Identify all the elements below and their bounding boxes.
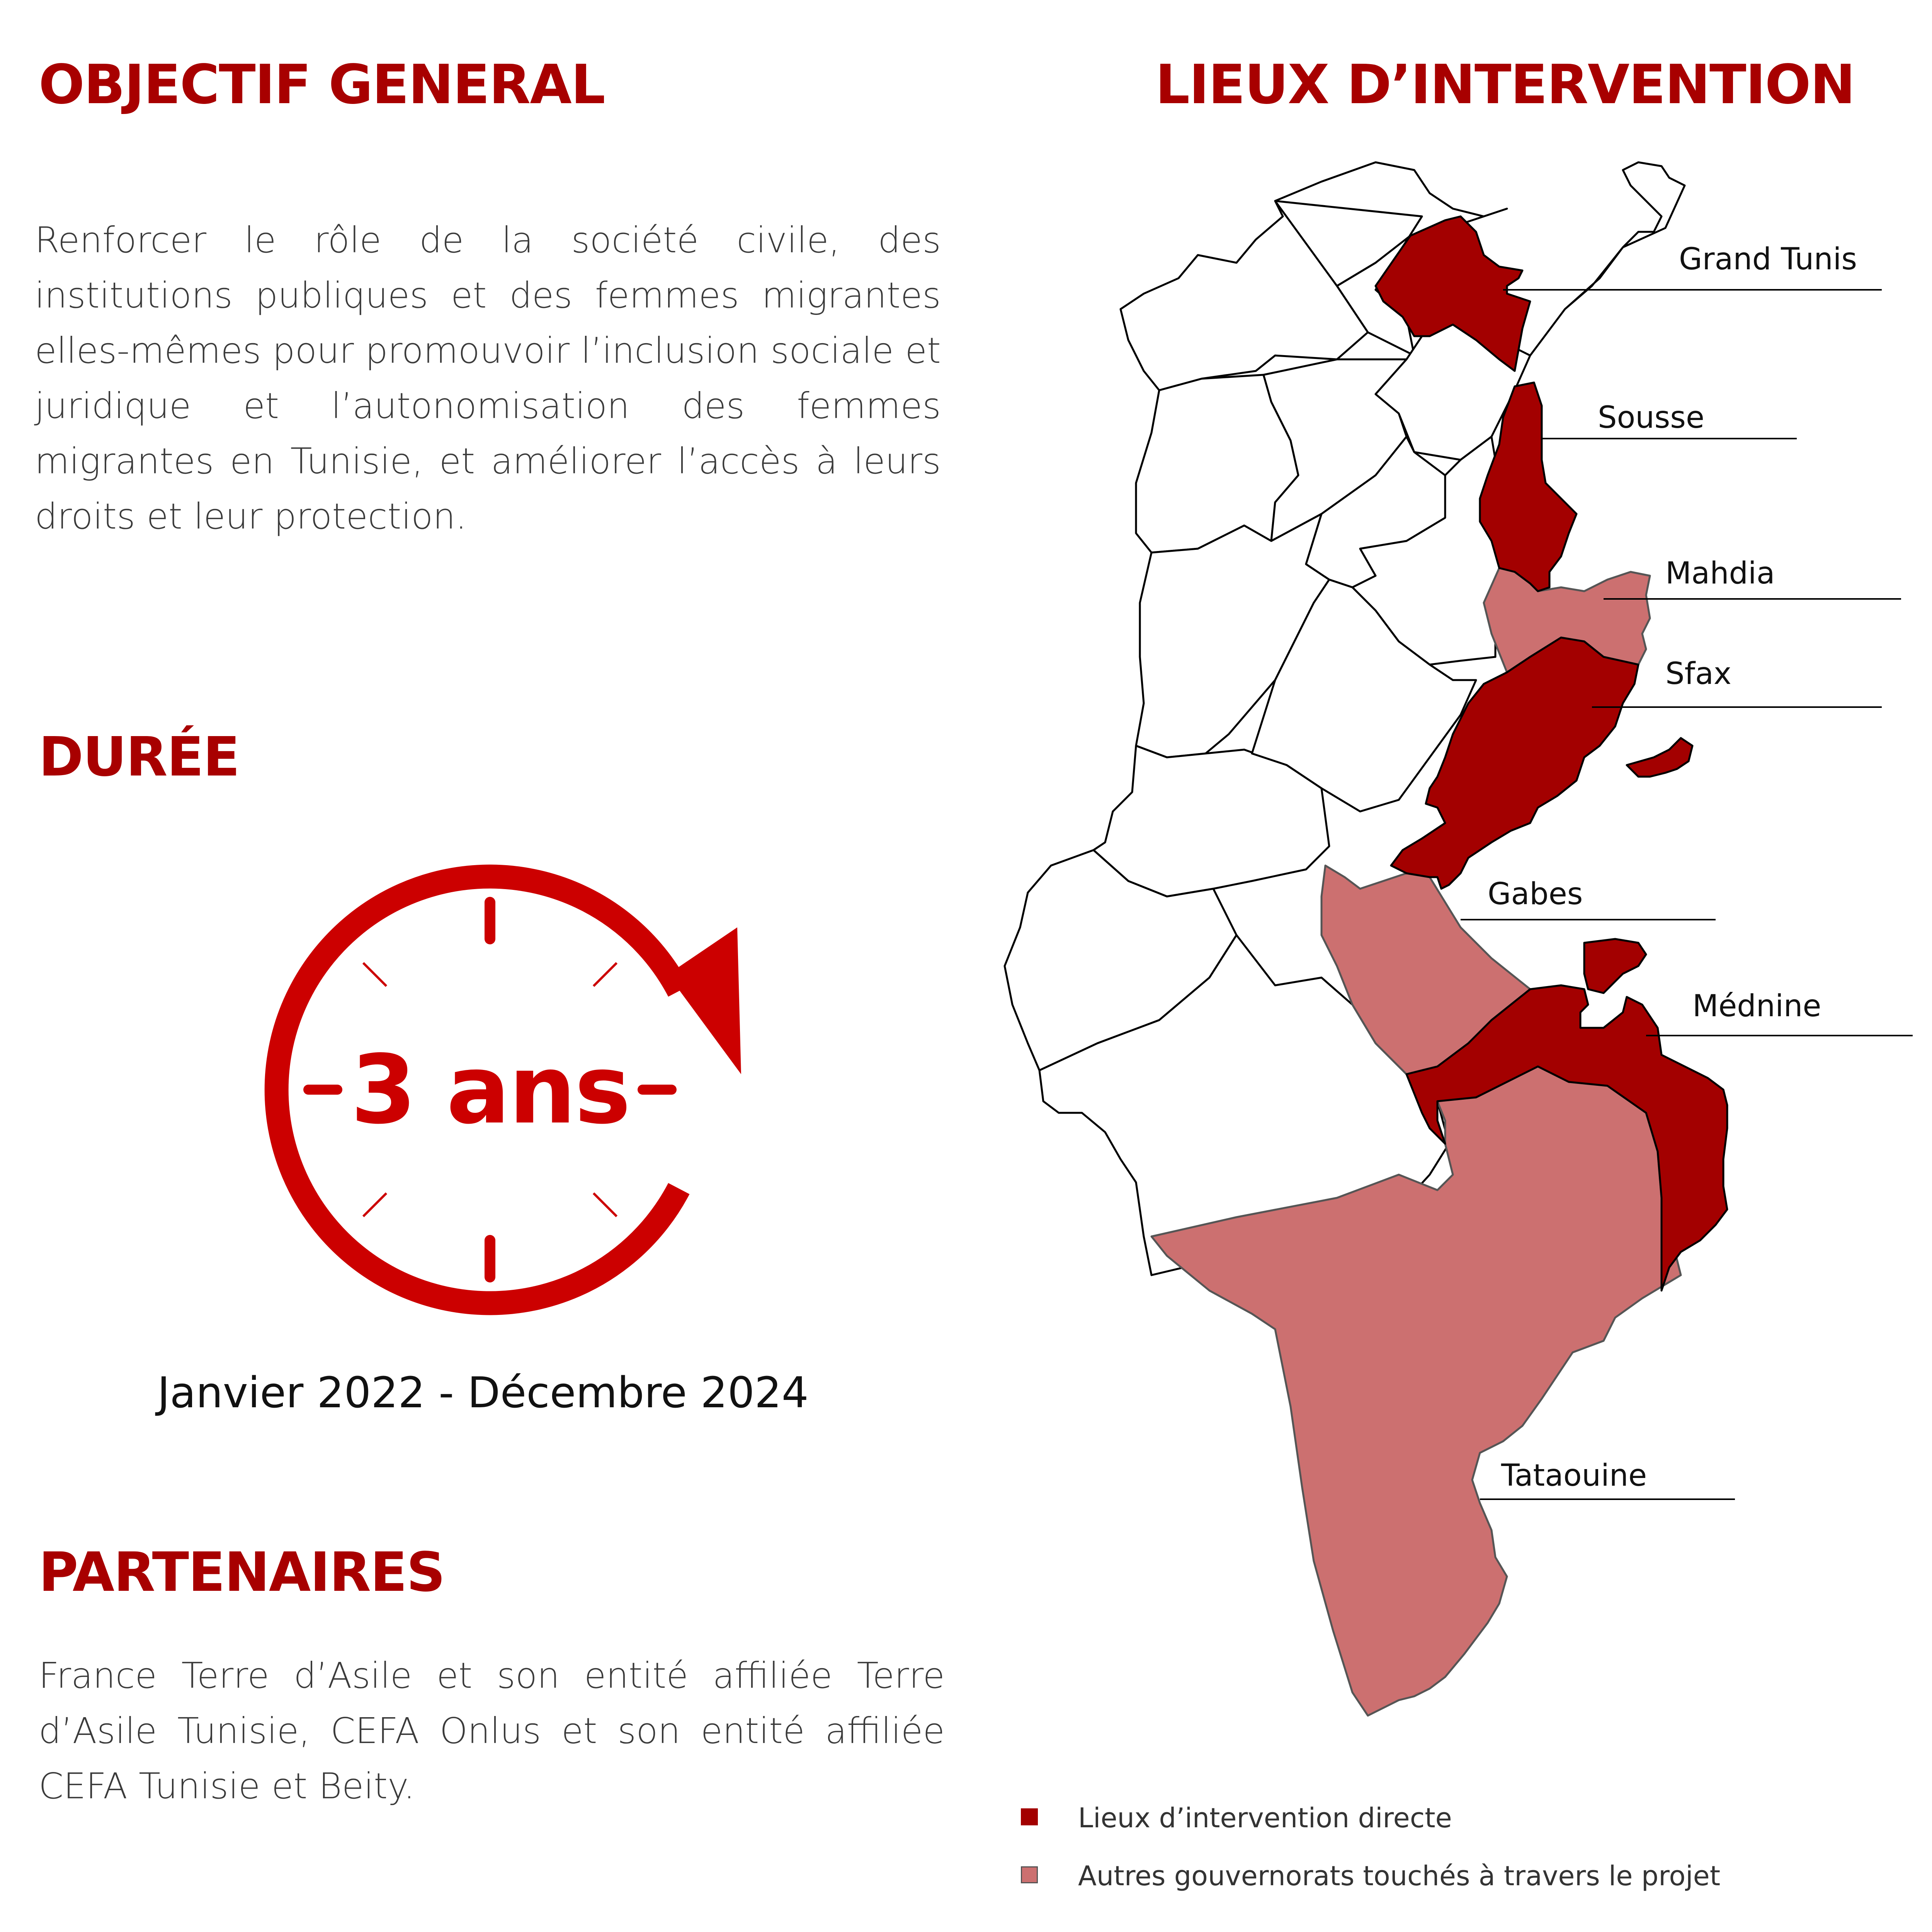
legend-label-direct: Lieux d’intervention directe bbox=[1078, 1802, 1452, 1834]
objectif-general-text: Renforcer le rôle de la société civile, des institutions publiques et des femmes migrantes elles-mêmes pour promouvoir l’inclusion sociale et juridique et l’autonomisation des femmes migrantes en Tunisie, et améliorer l’accès à leurs droits et leur protection. bbox=[35, 219, 941, 537]
legend-swatch-other bbox=[1021, 1866, 1038, 1883]
legend-swatch-direct bbox=[1021, 1808, 1038, 1825]
duration-dates: Janvier 2022 - Décembre 2024 bbox=[157, 1368, 809, 1417]
partenaires-heading: PARTENAIRES bbox=[39, 1541, 445, 1604]
map-label-mednine: Médnine bbox=[1692, 989, 1821, 1024]
duration-value: 3 ans bbox=[350, 1035, 629, 1145]
region-djerba bbox=[1584, 939, 1646, 993]
map-label-sousse: Sousse bbox=[1598, 400, 1704, 435]
map-label-grand-tunis: Grand Tunis bbox=[1679, 242, 1857, 277]
partenaires-text: France Terre d’Asile et son entité affiliée Terre d’Asile Tunisie, CEFA Onlus et son entité affiliée CEFA Tunisie et Beity. bbox=[39, 1655, 945, 1807]
lieux-intervention-heading: LIEUX D’INTERVENTION bbox=[1155, 53, 1855, 116]
map-label-mahdia: Mahdia bbox=[1665, 556, 1775, 591]
objectif-general-heading: OBJECTIF GENERAL bbox=[39, 53, 605, 116]
map-label-gabes: Gabes bbox=[1488, 877, 1583, 912]
map-label-sfax: Sfax bbox=[1665, 656, 1731, 691]
duree-heading: DURÉE bbox=[39, 726, 239, 789]
legend-label-other: Autres gouvernorats touchés à travers le projet bbox=[1078, 1860, 1721, 1892]
region-nabeul bbox=[1530, 162, 1685, 355]
region-kerkennah bbox=[1627, 738, 1692, 777]
map-label-tataouine: Tataouine bbox=[1501, 1458, 1647, 1493]
